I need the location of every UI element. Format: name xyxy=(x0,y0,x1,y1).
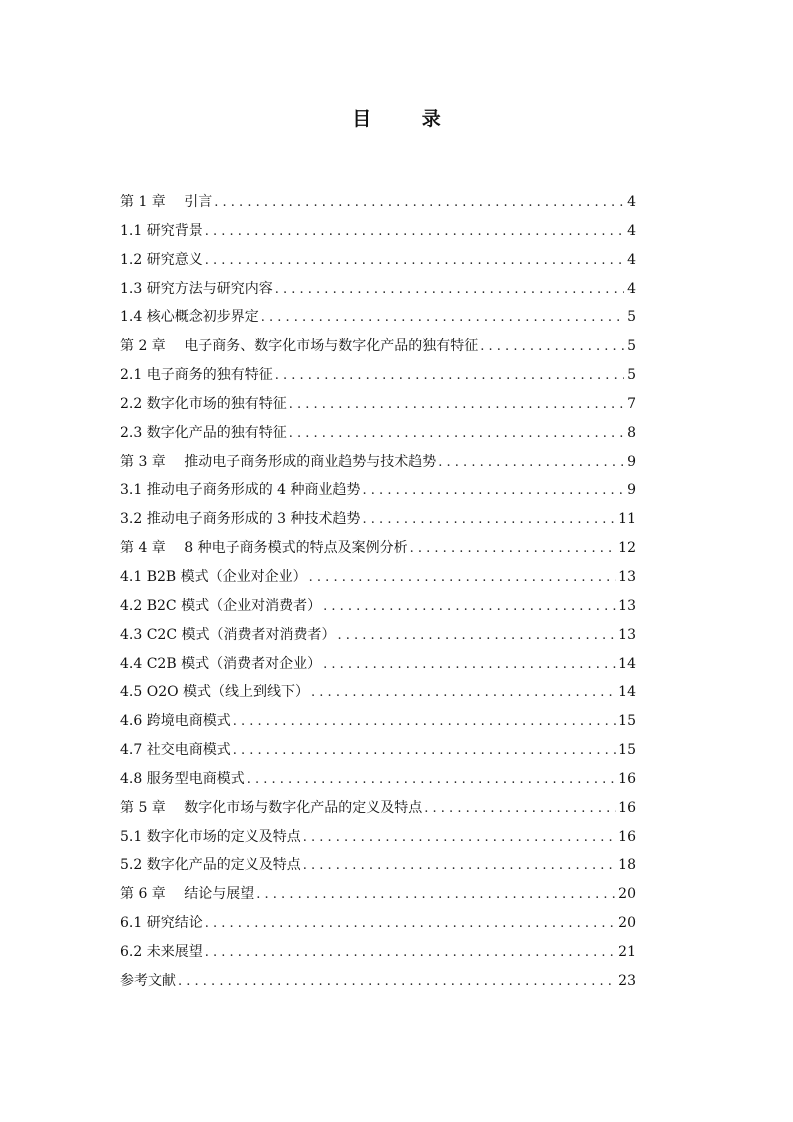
toc-leader-dots xyxy=(438,449,624,478)
toc-leader-dots xyxy=(309,564,617,593)
toc-entry-page: 21 xyxy=(618,943,636,960)
toc-entry-label: 第 5 章 数字化市场与数字化产品的定义及特点 xyxy=(120,799,423,816)
toc-leader-dots xyxy=(275,362,624,391)
toc-entry-page: 8 xyxy=(627,424,636,441)
toc-entry-label: 5.2 数字化产品的定义及特点 xyxy=(120,857,301,874)
toc-leader-dots xyxy=(233,737,616,766)
toc-entry-page: 18 xyxy=(618,857,636,874)
toc-title: 目 录 xyxy=(352,108,463,130)
toc-leader-dots xyxy=(323,593,616,622)
toc-entry-page: 12 xyxy=(618,540,636,557)
toc-entry[interactable] xyxy=(120,909,636,938)
toc-entry-label: 第 6 章 结论与展望 xyxy=(120,886,255,903)
toc-entry[interactable] xyxy=(120,592,636,621)
toc-leader-dots xyxy=(480,333,624,362)
toc-entry-label: 4.6 跨境电商模式 xyxy=(120,713,231,730)
toc-entry-label: 3.1 推动电子商务形成的 4 种商业趋势 xyxy=(120,482,361,499)
toc-entry-label: 4.4 C2B 模式（消费者对企业） xyxy=(120,655,322,672)
toc-leader-dots xyxy=(256,881,616,910)
toc-entry[interactable] xyxy=(120,621,636,650)
toc-entry-label: 4.7 社交电商模式 xyxy=(120,742,231,759)
toc-entry[interactable] xyxy=(120,765,636,794)
toc-entry-page: 7 xyxy=(627,395,636,412)
toc-entry-page: 15 xyxy=(618,742,636,759)
toc-leader-dots xyxy=(289,420,624,449)
toc-entry-page: 14 xyxy=(618,655,636,672)
toc-entry-label: 4.5 O2O 模式（线上到线下） xyxy=(120,684,310,701)
toc-entry-label: 4.1 B2B 模式（企业对企业） xyxy=(120,568,307,585)
toc-entry-page: 16 xyxy=(618,799,636,816)
toc-entry-label: 5.1 数字化市场的定义及特点 xyxy=(120,828,301,845)
toc-entry[interactable] xyxy=(120,678,636,707)
toc-entry-page: 20 xyxy=(618,886,636,903)
toc-entry[interactable] xyxy=(120,476,636,505)
toc-leader-dots xyxy=(424,795,616,824)
toc-leader-dots xyxy=(205,218,624,247)
toc-entry[interactable] xyxy=(120,880,636,909)
toc-entry-label: 第 4 章 8 种电子商务模式的特点及案例分析 xyxy=(120,540,408,557)
toc-leader-dots xyxy=(275,276,624,305)
toc-entry[interactable] xyxy=(120,967,636,996)
toc-entry[interactable] xyxy=(120,419,636,448)
toc-leader-dots xyxy=(311,679,616,708)
toc-entry[interactable] xyxy=(120,707,636,736)
toc-entry-label: 4.3 C2C 模式（消费者对消费者） xyxy=(120,626,336,643)
toc-entry-page: 13 xyxy=(618,568,636,585)
toc-entry-page: 4 xyxy=(627,280,636,297)
toc-entry-page: 14 xyxy=(618,684,636,701)
toc-entry-label: 6.2 未来展望 xyxy=(120,943,203,960)
toc-entry-page: 16 xyxy=(618,828,636,845)
toc-entry-page: 5 xyxy=(627,338,636,355)
toc-leader-dots xyxy=(261,304,624,333)
toc-entry-page: 4 xyxy=(627,194,636,210)
toc-entry[interactable] xyxy=(120,736,636,765)
toc-entry[interactable] xyxy=(120,534,636,563)
toc-entry[interactable] xyxy=(120,794,636,823)
toc-entry-page: 4 xyxy=(627,251,636,268)
toc-leader-dots xyxy=(303,852,616,881)
toc-leader-dots xyxy=(233,708,616,737)
toc-leader-dots xyxy=(410,535,617,564)
toc-leader-dots xyxy=(363,506,617,535)
toc-entry[interactable] xyxy=(120,823,636,852)
toc-entry[interactable] xyxy=(120,650,636,679)
toc-entry[interactable] xyxy=(120,851,636,880)
toc-entry-label: 2.3 数字化产品的独有特征 xyxy=(120,424,287,441)
toc-entry[interactable] xyxy=(120,217,636,246)
toc-entry-label: 3.2 推动电子商务形成的 3 种技术趋势 xyxy=(120,511,361,528)
toc-entry-page: 15 xyxy=(618,713,636,730)
toc-entry-label: 4.2 B2C 模式（企业对消费者） xyxy=(120,597,322,614)
toc-entry-page: 11 xyxy=(618,511,636,528)
toc-entry-page: 9 xyxy=(627,453,636,470)
toc-entry-label: 1.2 研究意义 xyxy=(120,251,203,268)
toc-leader-dots xyxy=(178,968,616,997)
toc-entry-label: 1.1 研究背景 xyxy=(120,222,203,239)
toc-leader-dots xyxy=(205,939,616,968)
toc-leader-dots xyxy=(247,766,616,795)
toc-leader-dots xyxy=(205,910,616,939)
toc-entry[interactable] xyxy=(120,563,636,592)
toc-entry-label: 4.8 服务型电商模式 xyxy=(120,770,245,787)
toc-leader-dots xyxy=(303,824,616,853)
toc-leader-dots xyxy=(214,189,624,218)
toc-leader-dots xyxy=(205,247,624,276)
toc-leader-dots xyxy=(338,622,617,651)
toc-entry[interactable] xyxy=(120,448,636,477)
toc-entry-page: 4 xyxy=(627,222,636,239)
toc-entry[interactable] xyxy=(120,390,636,419)
toc-entry-page: 9 xyxy=(627,482,636,499)
toc-entry-label: 6.1 研究结论 xyxy=(120,915,203,932)
toc-entry-label: 第 2 章 电子商务、数字化市场与数字化产品的独有特征 xyxy=(120,338,479,355)
toc-entry-page: 5 xyxy=(627,309,636,326)
toc-entry[interactable] xyxy=(120,332,636,361)
toc-entry[interactable] xyxy=(120,303,636,332)
toc-entry-label: 第 3 章 推动电子商务形成的商业趋势与技术趋势 xyxy=(120,453,437,470)
toc-entry[interactable] xyxy=(120,938,636,967)
toc-entry-page: 13 xyxy=(618,597,636,614)
toc-leader-dots xyxy=(289,391,624,420)
toc-entry-label: 2.2 数字化市场的独有特征 xyxy=(120,395,287,412)
toc-entry[interactable] xyxy=(120,275,636,304)
toc-entry-page: 20 xyxy=(618,915,636,932)
toc-entry-label: 1.4 核心概念初步界定 xyxy=(120,309,259,326)
toc-entry[interactable] xyxy=(120,246,636,275)
table-of-contents xyxy=(120,188,636,996)
toc-entry[interactable] xyxy=(120,188,636,217)
toc-entry-page: 5 xyxy=(627,367,636,384)
toc-entry-label: 1.3 研究方法与研究内容 xyxy=(120,280,273,297)
toc-entry-label: 第 1 章 引言 xyxy=(120,194,213,210)
toc-entry-page: 13 xyxy=(618,626,636,643)
toc-entry[interactable] xyxy=(120,361,636,390)
toc-entry-page: 23 xyxy=(618,972,636,989)
toc-entry-label: 2.1 电子商务的独有特征 xyxy=(120,367,273,384)
toc-entry[interactable] xyxy=(120,505,636,534)
toc-leader-dots xyxy=(363,477,624,506)
toc-entry-page: 16 xyxy=(618,770,636,787)
toc-entry-label: 参考文献 xyxy=(120,972,176,989)
toc-leader-dots xyxy=(323,651,616,680)
